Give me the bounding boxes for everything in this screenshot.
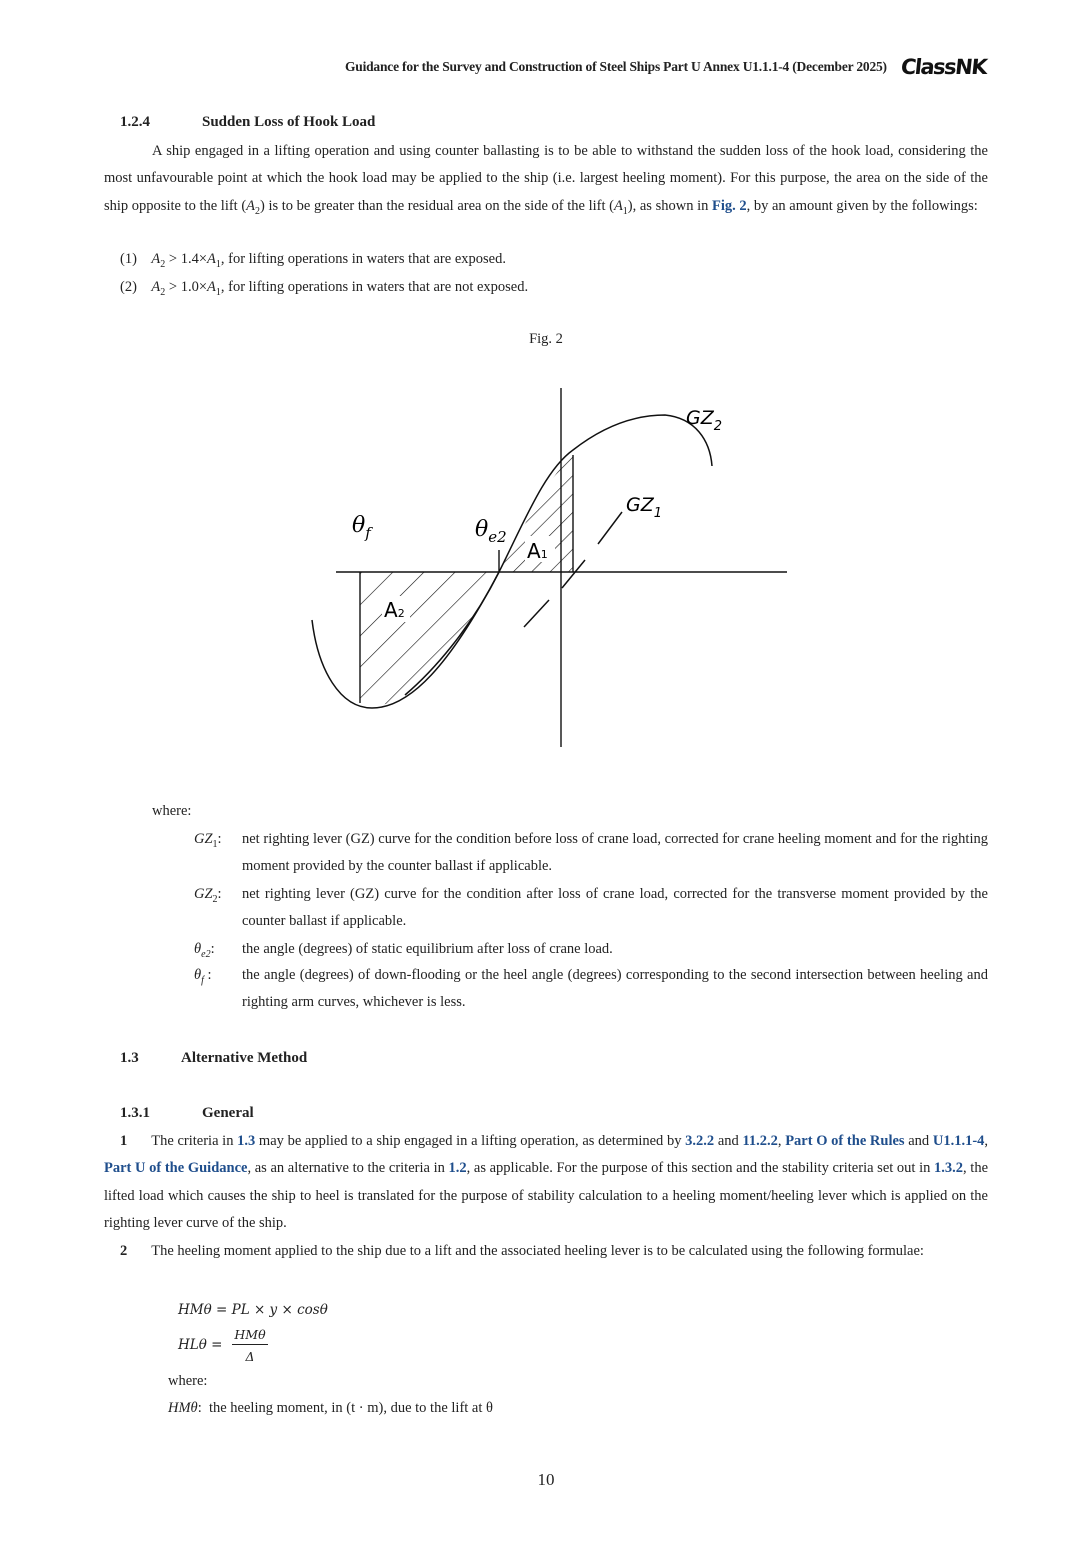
- link-1-2[interactable]: 1.2: [448, 1160, 467, 1177]
- paragraph-131-2: 2 The heeling moment applied to the ship due to a lift and the associated heeling lever is to be calculated using the following formulae:: [120, 1243, 924, 1259]
- where-label-1: where:: [152, 803, 192, 819]
- link-part-u-guidance[interactable]: Part U of the Guidance: [104, 1160, 248, 1177]
- section-number-124: 1.2.4: [120, 114, 150, 130]
- def-term-theta-f: $\theta_f$ :: [194, 967, 212, 986]
- list-item-2: (2) $A_2 > 1.0\times A_1$, for lifting operations in waters that are not exposed.: [120, 279, 529, 298]
- section-number-131: 1.3.1: [120, 1105, 150, 1121]
- formula-heeling-lever-numerator: HMθ: [232, 1326, 268, 1345]
- page-number: 10: [537, 1470, 555, 1489]
- paragraph-131-1: 1 The criteria in 1.3 may be applied to a ship engaged in a lifting operation, as determined by 3.2.2 and 11.2.2, Part O of the Rules and U1.1.1-4, Part U of the Guidance, as an alternative to the criteria in 1.2, as applicable. For the purpose of this section and the stability criteria set out in 1.3.2, the lifted load which causes the ship to heel is translated for the purpose of stability calculation to a heeling moment/heeling lever which is applied on the righting lever curve of the ship.: [104, 1133, 989, 1232]
- theta-f-label: $\theta_f$: [352, 513, 371, 542]
- link-u1-1-1-4[interactable]: U1.1.1-4: [932, 1133, 985, 1149]
- def-desc-theta-e2: the angle (degrees) of static equilibrium after loss of crane load.: [242, 941, 613, 957]
- link-3-2-2[interactable]: 3.2.2: [685, 1133, 715, 1149]
- fig2-link[interactable]: Fig. 2: [711, 197, 747, 214]
- def-desc-theta-f: the angle (degrees) of down-flooding or the heel angle (degrees) corresponding to the second intersection between heeling and righting arm curves, whichever is less.: [242, 967, 988, 1011]
- def-term-gz1: $GZ_1$:: [194, 831, 222, 850]
- link-1-3[interactable]: 1.3: [237, 1133, 256, 1149]
- gz1-line-segment-3: [524, 600, 549, 627]
- gz1-line-segment-1: [598, 512, 622, 544]
- gz2-label: $GZ_2$: [686, 407, 723, 434]
- section-title-131: General: [202, 1105, 254, 1121]
- area-a2: [360, 572, 499, 705]
- page-header: [345, 55, 986, 79]
- classnk-logo: ClassNK: [899, 55, 988, 79]
- a2-label: A2: [384, 598, 405, 622]
- list-item-1: (1) $A_2 > 1.4\times A_1$, for lifting operations in waters that are exposed.: [120, 251, 506, 270]
- a1-label: A1: [527, 539, 548, 563]
- figure-caption: Fig. 2: [529, 331, 563, 347]
- header-title: Guidance for the Survey and Construction of Steel Ships Part U Annex U1.1.1-4 (December 2025): [344, 59, 887, 74]
- paragraph-124: A ship engaged in a lifting operation and using counter ballasting is to be able to withstand the sudden loss of the hook load, considering the most unfavourable point at which the hook load may be applied to the ship (i.e. largest heeling moment). For this purpose, the area on the side of the ship opposite to the lift $(A_2)$ is to be greater than the residual area on the side of the lift $(A_1)$, as shown in Fig. 2, by an amount given by the followings:: [104, 143, 988, 217]
- formula-heeling-moment: HMθ = PL × y × cosθ: [178, 1302, 328, 1318]
- def-desc-gz1: net righting lever (GZ) curve for the condition before loss of crane load, corrected for crane heeling moment and for the righting moment provided by the counter ballast if applicable.: [242, 831, 988, 875]
- stability-diagram: [300, 380, 800, 760]
- def-desc-gz2: net righting lever (GZ) curve for the condition after loss of crane load, corrected for the transverse moment provided by the counter ballast if applicable.: [242, 886, 988, 930]
- theta-e2-label: $\theta_{e2}$: [475, 517, 507, 546]
- def-term-gz2: $GZ_2$:: [194, 886, 222, 905]
- def-heeling-moment: HMθ: the heeling moment, in (t · m), due to the lift at θ: [168, 1400, 493, 1416]
- link-part-o-rules[interactable]: Part O of the Rules: [785, 1133, 905, 1149]
- section-title-13: Alternative Method: [181, 1050, 308, 1066]
- where-label-2: where:: [168, 1373, 208, 1389]
- formula-heeling-lever-denominator: Δ: [245, 1349, 255, 1364]
- def-term-theta-e2: $\theta_{e2}$:: [194, 941, 215, 960]
- link-11-2-2[interactable]: 11.2.2: [742, 1133, 778, 1149]
- section-title-124: Sudden Loss of Hook Load: [202, 114, 376, 130]
- gz1-label: $GZ_1$: [626, 494, 663, 521]
- formula-heeling-lever-lhs: HLθ =: [178, 1337, 223, 1353]
- link-1-3-2[interactable]: 1.3.2: [934, 1160, 964, 1177]
- section-number-13: 1.3: [120, 1050, 139, 1066]
